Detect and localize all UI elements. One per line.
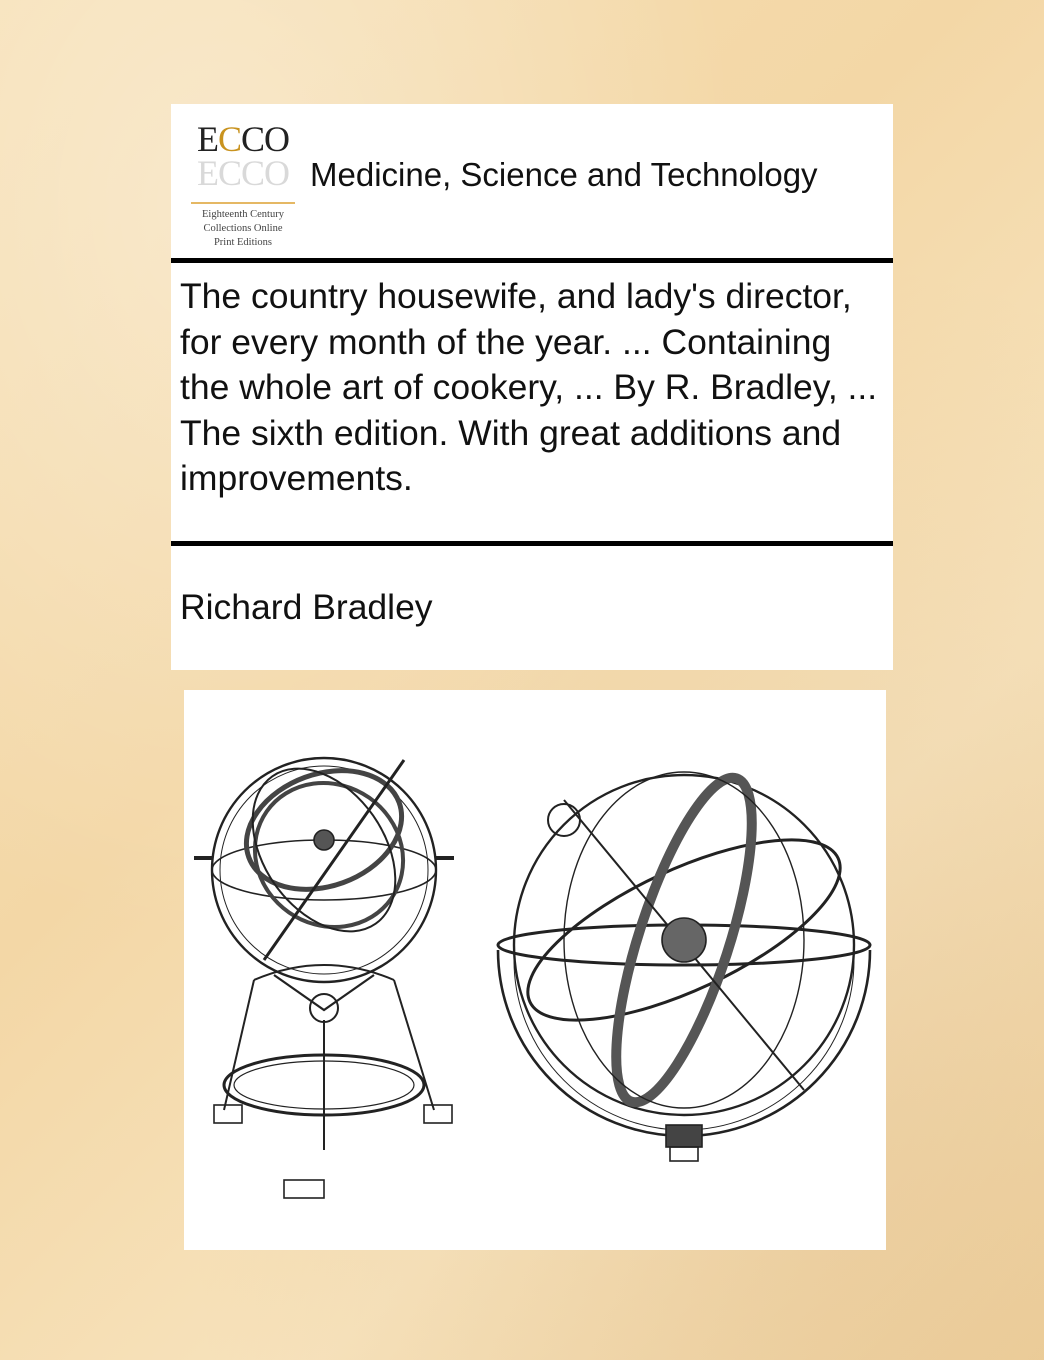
logo-caption-line: Print Editions <box>213 237 273 248</box>
logo-caption-line: Eighteenth Century <box>202 209 284 220</box>
cover-panel <box>171 104 893 670</box>
divider-rule-bottom <box>171 541 893 546</box>
armillary-sphere-on-stand-icon <box>194 742 454 1198</box>
armillary-sphere-in-hemisphere-icon <box>498 764 870 1161</box>
logo-caption <box>187 208 299 250</box>
illustration-plate <box>184 690 886 1250</box>
book-title: The country housewife, and lady's director, for every month of the year. ... Containing the whole art of cookery, ... By R. Bradley, ... The sixth edition. With great additions and improvements. <box>180 276 878 498</box>
divider-rule-top <box>171 258 893 263</box>
logo-caption-line: Collections Online <box>203 223 283 234</box>
book-author: Richard Bradley <box>180 587 433 627</box>
ecco-logo <box>187 120 299 246</box>
series-title: Medicine, Science and Technology <box>310 156 818 193</box>
logo-rule <box>191 202 295 204</box>
series-header <box>171 104 893 258</box>
logo-letters: ECCO <box>196 119 290 159</box>
logo-letters-reflection: ECCO <box>196 153 289 193</box>
